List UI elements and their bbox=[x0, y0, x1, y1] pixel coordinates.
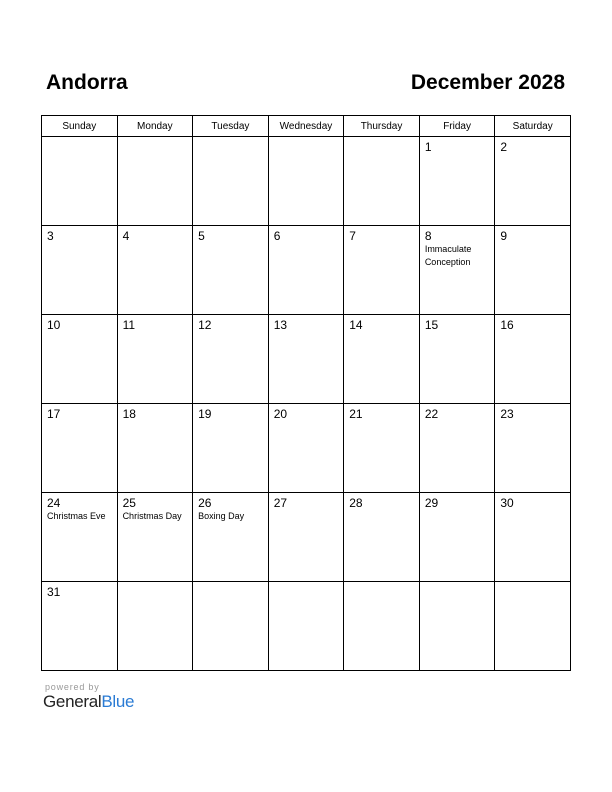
weekday-header: Sunday bbox=[42, 116, 118, 137]
day-cell bbox=[42, 226, 118, 315]
day-number: 8 bbox=[424, 229, 432, 243]
day-cell bbox=[495, 493, 571, 582]
day-cell bbox=[193, 404, 269, 493]
day-cell bbox=[193, 315, 269, 404]
day-cell bbox=[344, 315, 420, 404]
brand-logo[interactable] bbox=[43, 692, 134, 712]
day-cell bbox=[42, 137, 118, 226]
day-cell bbox=[193, 137, 269, 226]
weekday-header: Tuesday bbox=[193, 116, 269, 137]
powered-by-label: powered by bbox=[45, 682, 100, 692]
day-cell bbox=[193, 493, 269, 582]
country-title: Andorra bbox=[46, 71, 128, 94]
day-number: 7 bbox=[349, 229, 356, 243]
week-row bbox=[42, 493, 571, 582]
day-cell bbox=[42, 315, 118, 404]
day-cell bbox=[344, 404, 420, 493]
day-number: 23 bbox=[500, 407, 514, 421]
day-cell bbox=[42, 404, 118, 493]
day-cell bbox=[193, 582, 269, 671]
footer-branding bbox=[43, 682, 134, 712]
week-row bbox=[42, 137, 571, 226]
day-cell bbox=[117, 582, 193, 671]
day-cell bbox=[117, 137, 193, 226]
day-cell bbox=[344, 582, 420, 671]
day-number: 28 bbox=[349, 496, 363, 510]
day-number: 2 bbox=[500, 140, 508, 154]
day-cell bbox=[419, 137, 495, 226]
calendar-grid bbox=[41, 115, 571, 671]
day-number: 21 bbox=[349, 407, 363, 421]
day-cell bbox=[419, 226, 495, 315]
day-cell bbox=[268, 315, 344, 404]
day-cell bbox=[495, 315, 571, 404]
day-cell bbox=[268, 226, 344, 315]
day-number: 19 bbox=[198, 407, 212, 421]
day-number: 1 bbox=[424, 140, 432, 154]
day-number: 12 bbox=[198, 318, 212, 332]
day-cell bbox=[117, 493, 193, 582]
weekday-header: Thursday bbox=[344, 116, 420, 137]
day-number: 18 bbox=[122, 407, 136, 421]
weekday-header: Monday bbox=[117, 116, 193, 137]
weekday-header-row bbox=[42, 116, 571, 137]
day-number: 4 bbox=[122, 229, 130, 243]
day-number: 16 bbox=[500, 318, 514, 332]
day-cell bbox=[495, 226, 571, 315]
day-number: 17 bbox=[47, 407, 61, 421]
day-number: 6 bbox=[273, 229, 281, 243]
day-number: 30 bbox=[500, 496, 514, 510]
day-cell bbox=[495, 404, 571, 493]
day-cell bbox=[117, 404, 193, 493]
day-cell bbox=[419, 493, 495, 582]
day-number: 27 bbox=[273, 496, 288, 510]
day-cell bbox=[344, 493, 420, 582]
day-cell bbox=[268, 404, 344, 493]
day-cell bbox=[419, 582, 495, 671]
day-number: 3 bbox=[47, 229, 54, 243]
day-cell bbox=[344, 137, 420, 226]
week-row bbox=[42, 404, 571, 493]
day-number: 9 bbox=[500, 229, 508, 243]
day-number: 13 bbox=[273, 318, 288, 332]
day-number: 29 bbox=[424, 496, 439, 510]
day-cell bbox=[117, 226, 193, 315]
weekday-header: Wednesday bbox=[268, 116, 344, 137]
day-number: 24 bbox=[47, 496, 61, 510]
brand-general-text: General bbox=[43, 692, 102, 711]
week-row bbox=[42, 315, 571, 404]
day-cell bbox=[193, 226, 269, 315]
month-year-title: December 2028 bbox=[410, 71, 565, 94]
day-cell bbox=[268, 582, 344, 671]
weekday-header: Saturday bbox=[495, 116, 571, 137]
day-number: 22 bbox=[424, 407, 439, 421]
day-number: 14 bbox=[349, 318, 363, 332]
week-row bbox=[42, 226, 571, 315]
day-number: 11 bbox=[122, 318, 136, 332]
weekday-header: Friday bbox=[419, 116, 495, 137]
day-cell bbox=[117, 315, 193, 404]
holiday-label: Boxing Day bbox=[198, 511, 245, 521]
day-number: 26 bbox=[198, 496, 212, 510]
brand-blue-text: Blue bbox=[101, 692, 135, 711]
day-number: 25 bbox=[122, 496, 136, 510]
holiday-label: Christmas Day bbox=[122, 511, 182, 521]
holiday-label: Immaculate Conception bbox=[424, 244, 472, 267]
day-cell bbox=[495, 137, 571, 226]
week-row bbox=[42, 582, 571, 671]
day-number: 15 bbox=[424, 318, 439, 332]
holiday-label: Christmas Eve bbox=[47, 511, 106, 521]
day-number: 5 bbox=[198, 229, 205, 243]
day-number: 31 bbox=[47, 585, 61, 599]
day-number: 20 bbox=[273, 407, 288, 421]
day-cell bbox=[495, 582, 571, 671]
day-cell bbox=[344, 226, 420, 315]
day-cell bbox=[419, 404, 495, 493]
day-cell bbox=[268, 493, 344, 582]
day-cell bbox=[268, 137, 344, 226]
day-cell bbox=[419, 315, 495, 404]
day-cell bbox=[42, 493, 118, 582]
day-cell bbox=[42, 582, 118, 671]
day-number: 10 bbox=[47, 318, 61, 332]
